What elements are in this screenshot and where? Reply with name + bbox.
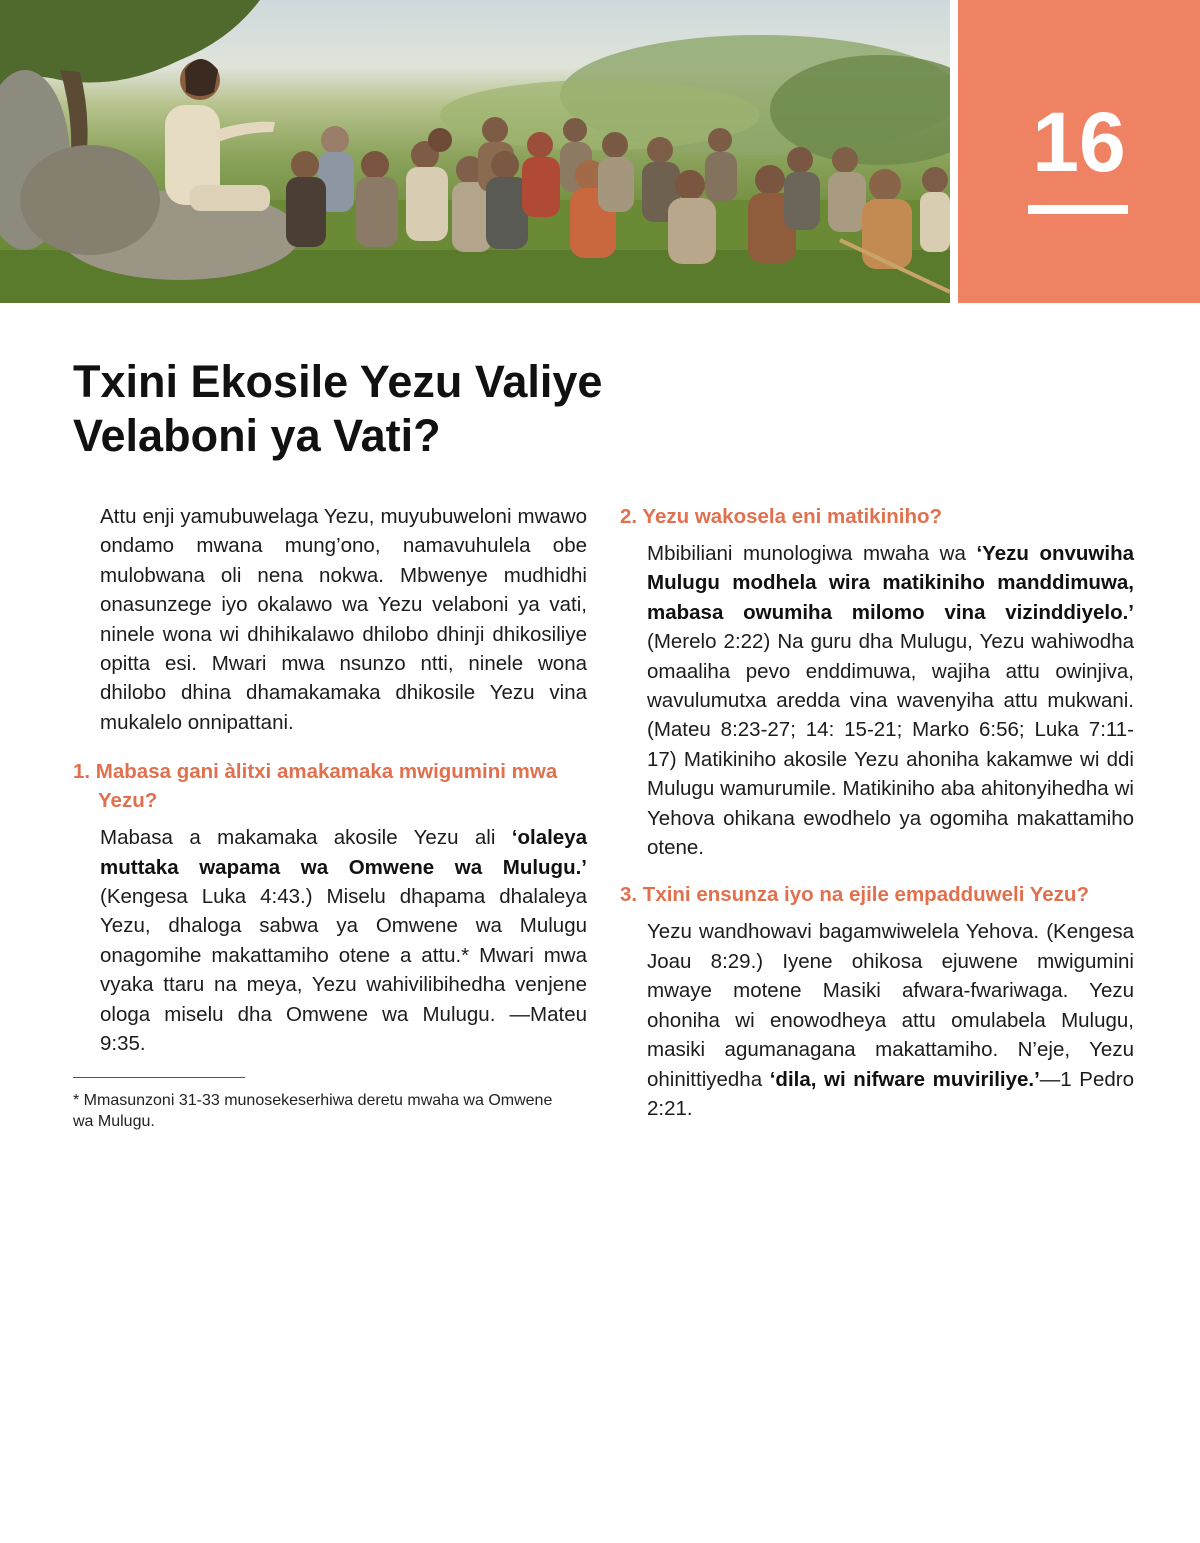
right-column bbox=[620, 502, 1134, 1123]
footnote: * Mmasunzoni 31-33 munosekeserhiwa deretu mwaha wa Omwene wa Mulugu. bbox=[73, 1091, 553, 1130]
lesson-number-panel bbox=[958, 0, 1200, 303]
question-1-heading: 1. Mabasa gani àlitxi amakamaka mwigumini mwa Yezu? bbox=[73, 760, 558, 813]
hero-photo bbox=[0, 0, 950, 303]
answer-2-paragraph bbox=[620, 539, 1134, 862]
page-title-line-2: Velaboni ya Vati? bbox=[73, 410, 441, 461]
hero-illustration bbox=[0, 0, 950, 303]
answer-2-text-a: Mbibiliani munologiwa mwaha wa bbox=[647, 542, 977, 565]
answer-3-text-b: —1 Pedro 2:21. bbox=[647, 1067, 1134, 1120]
answer-3-text-a: Yezu wandhowavi bagamwiwelela Yehova. (Kengesa Joau 8:29.) Iyene ohikosa ejuwene mwigumini mwaye motene Masiki afwara-fwariwaga. Yezu ohoniha wi enowodheya attu omulabela Mulugu, masiki agumanagana makattamiho. N’eje, Yezu ohinittiyedha bbox=[647, 920, 1134, 1091]
footnote-divider bbox=[73, 1077, 245, 1078]
left-column bbox=[73, 502, 587, 1132]
question-3-heading: 3. Txini ensunza iyo na ejile empadduweli Yezu? bbox=[620, 883, 1089, 907]
intro-paragraph: Attu enji yamubuwelaga Yezu, muyubuweloni mwawo ondamo mwana mung’ono, namavuhulela obe mulobwana oli nena nokwa. Mbwenye mudhidhi onasunzege iyo okalawo wa Yezu velaboni ya vati, ninele wona wi dhihikalawo dhilobo dhinji dhikosiliye opitta esi. Mwari mwa nsunzo ntti, ninele wona dhilobo dhina dhamakamaka dhikosile Yezu vina mukalelo onnipattani. bbox=[100, 505, 587, 734]
lesson-number-underline bbox=[1028, 205, 1128, 214]
question-2-heading: 2. Yezu wakosela eni matikiniho? bbox=[620, 505, 943, 528]
answer-1-paragraph bbox=[73, 823, 587, 1058]
answer-1-bold: ‘olaleya muttaka wapama wa Omwene wa Mulugu.’ bbox=[100, 826, 587, 879]
answer-1-text-a: Mabasa a makamaka akosile Yezu ali bbox=[100, 826, 512, 850]
lesson-number: 16 bbox=[1032, 95, 1126, 189]
answer-1-text-b: (Kengesa Luka 4:43.) Miselu dhapama dhalaleya Yezu, dhaloga sabwa ya Omwene wa Mulugu onagomihe makattamiho otene a attu.* Mwari mwa vyaka ttaru na meya, Yezu wahivilibihedha venjene ologa miselu dha Omwene wa Mulugu. —Mateu 9:35. bbox=[100, 885, 587, 1056]
answer-3-paragraph bbox=[620, 917, 1134, 1123]
answer-3-bold: ‘dila, wi nifware muviriliye.’ bbox=[769, 1067, 1040, 1091]
page-title bbox=[73, 355, 773, 463]
answer-2-bold: ‘Yezu onvuwiha Mulugu modhela wira matikiniho manddimuwa, mabasa owumiha milomo vina vizinddiyelo.’ bbox=[647, 542, 1134, 624]
page-title-line-1: Txini Ekosile Yezu Valiye bbox=[73, 356, 603, 407]
answer-2-text-b: (Merelo 2:22) Na guru dha Mulugu, Yezu wahiwodha omaaliha pevo enddimuwa, wajiha attu owinjiva, wavulumutxa aredda vina wavenyiha attu mukwani. (Mateu 8:23-27; 14: 15-21; Marko 6:56; Luka 7:11-17) Matikiniho akosile Yezu ahoniha kakamwe wi ddi Mulugu wamurumile. Matikiniho aba ahitonyihedha wi Yehova ohikana ewodhelo ya ogomiha makattamiho otene. bbox=[647, 630, 1134, 860]
